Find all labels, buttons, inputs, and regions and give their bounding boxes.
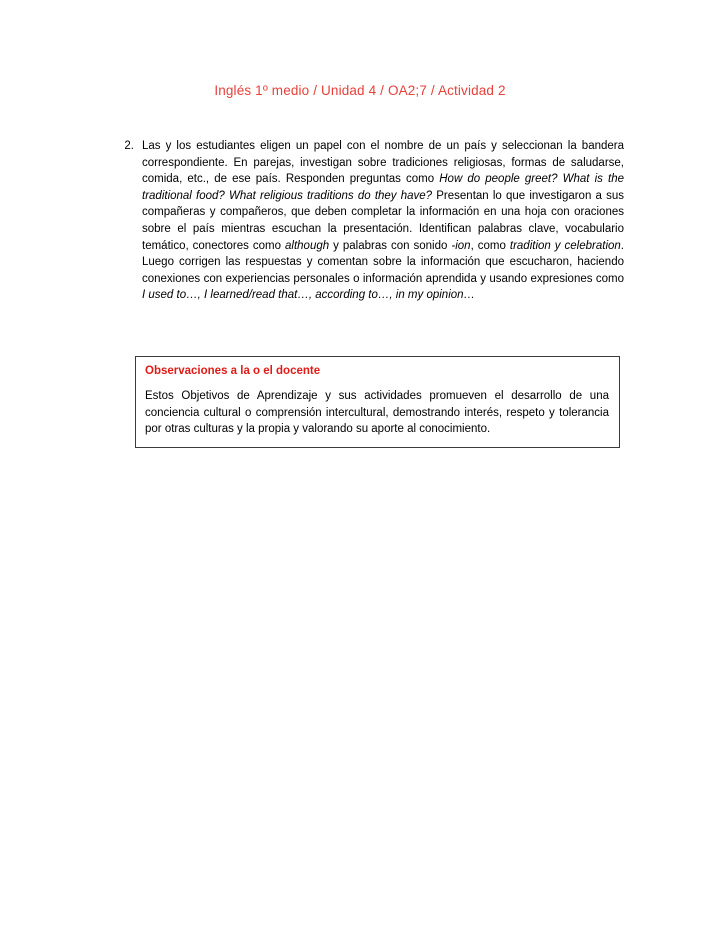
teacher-note-box	[135, 356, 620, 448]
italic-phrase: I used to…, I learned/read that…, according to…, in my opinion…	[142, 289, 476, 302]
italic-phrase: How do people greet? What is the traditional food? What religious traditions do they have?	[142, 173, 624, 202]
text-run: Presentan lo que investigaron a sus compañeras y compañeros, que deben completar la información en una hoja con oraciones sobre el país mientras escuchan la presentación. Identifican palabras clave, vocabulario temático, conectores como	[142, 189, 624, 252]
text-run: y palabras con sonido	[329, 239, 452, 252]
text-run: Las y los estudiantes eligen un papel con el nombre de un país y seleccionan la bandera correspondiente. En parejas, investigan sobre tradiciones religiosas, formas de saludarse, comida, etc., de ese país. Responden preguntas como	[142, 140, 624, 186]
text-run: , como	[470, 239, 510, 252]
text-run: . Luego corrigen las respuestas y comentan sobre la información que escucharon, haciendo conexiones con experiencias personales o información aprendida y usando expresiones como	[142, 239, 624, 285]
italic-phrase: tradition y celebration	[509, 239, 621, 252]
page-title: Inglés 1º medio / Unidad 4 / OA2;7 / Actividad 2	[214, 83, 506, 98]
teacher-note-body: Estos Objetivos de Aprendizaje y sus actividades promueven el desarrollo de una conciencia cultural o comprensión intercultural, demostrando interés, respeto y tolerancia por otras culturas y la propia y valorando su aporte al conocimiento.	[145, 390, 609, 436]
teacher-note-heading: Observaciones a la o el docente	[145, 365, 321, 377]
list-item	[118, 138, 624, 304]
italic-phrase: although	[285, 239, 330, 252]
activity-list	[118, 138, 624, 304]
activity-paragraph	[142, 138, 624, 304]
list-item-marker: 2.	[124, 140, 134, 152]
italic-phrase: -ion	[451, 239, 471, 252]
